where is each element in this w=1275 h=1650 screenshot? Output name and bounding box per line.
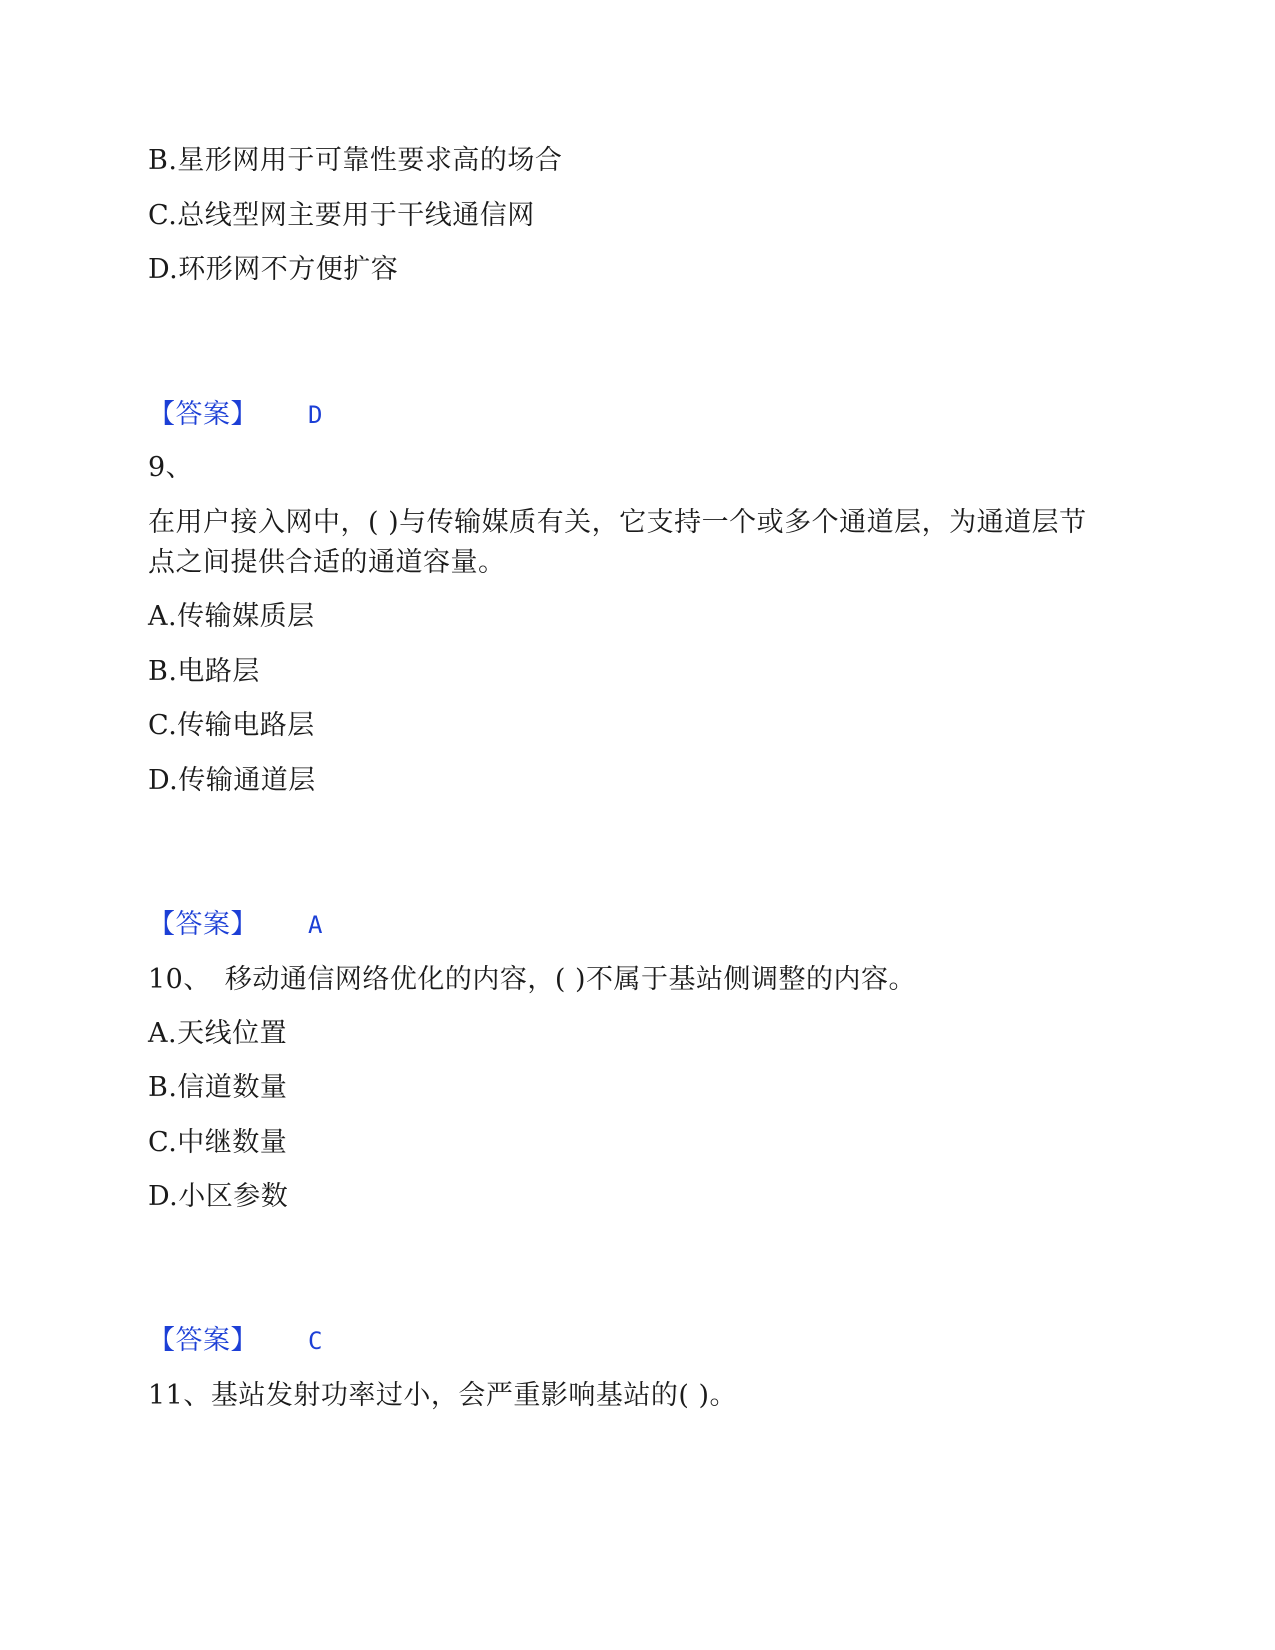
answer-value: D — [308, 401, 323, 429]
option-b: B.信道数量 — [148, 1072, 288, 1103]
option-c: C.中继数量 — [148, 1127, 288, 1158]
answer-row — [148, 905, 323, 945]
option-b: B.星形网用于可靠性要求高的场合 — [148, 145, 563, 176]
question-stem: 在用户接入网中，( )与传输媒质有关，它支持一个或多个通道层，为通道层节点之间提供合适的通道容量。 — [148, 507, 1087, 578]
answer-value: C — [308, 1327, 323, 1355]
question-number: 9、 — [148, 452, 194, 483]
option-a: A.天线位置 — [148, 1018, 288, 1049]
option-b: B.电路层 — [148, 656, 260, 687]
answer-value: A — [308, 911, 323, 939]
option-d: D.小区参数 — [148, 1181, 289, 1212]
answer-row — [148, 395, 323, 435]
option-d: D.环形网不方便扩容 — [148, 254, 399, 285]
option-c: C.总线型网主要用于干线通信网 — [148, 200, 535, 231]
answer-label: 【答案】 — [148, 399, 258, 430]
question-stem: 10、 移动通信网络优化的内容，( )不属于基站侧调整的内容。 — [148, 964, 917, 995]
answer-label: 【答案】 — [148, 909, 258, 940]
option-c: C.传输电路层 — [148, 710, 315, 741]
option-d: D.传输通道层 — [148, 765, 316, 796]
question-stem: 11、基站发射功率过小，会严重影响基站的( )。 — [148, 1380, 738, 1411]
option-a: A.传输媒质层 — [148, 601, 315, 632]
answer-label: 【答案】 — [148, 1325, 258, 1356]
answer-row — [148, 1321, 323, 1361]
